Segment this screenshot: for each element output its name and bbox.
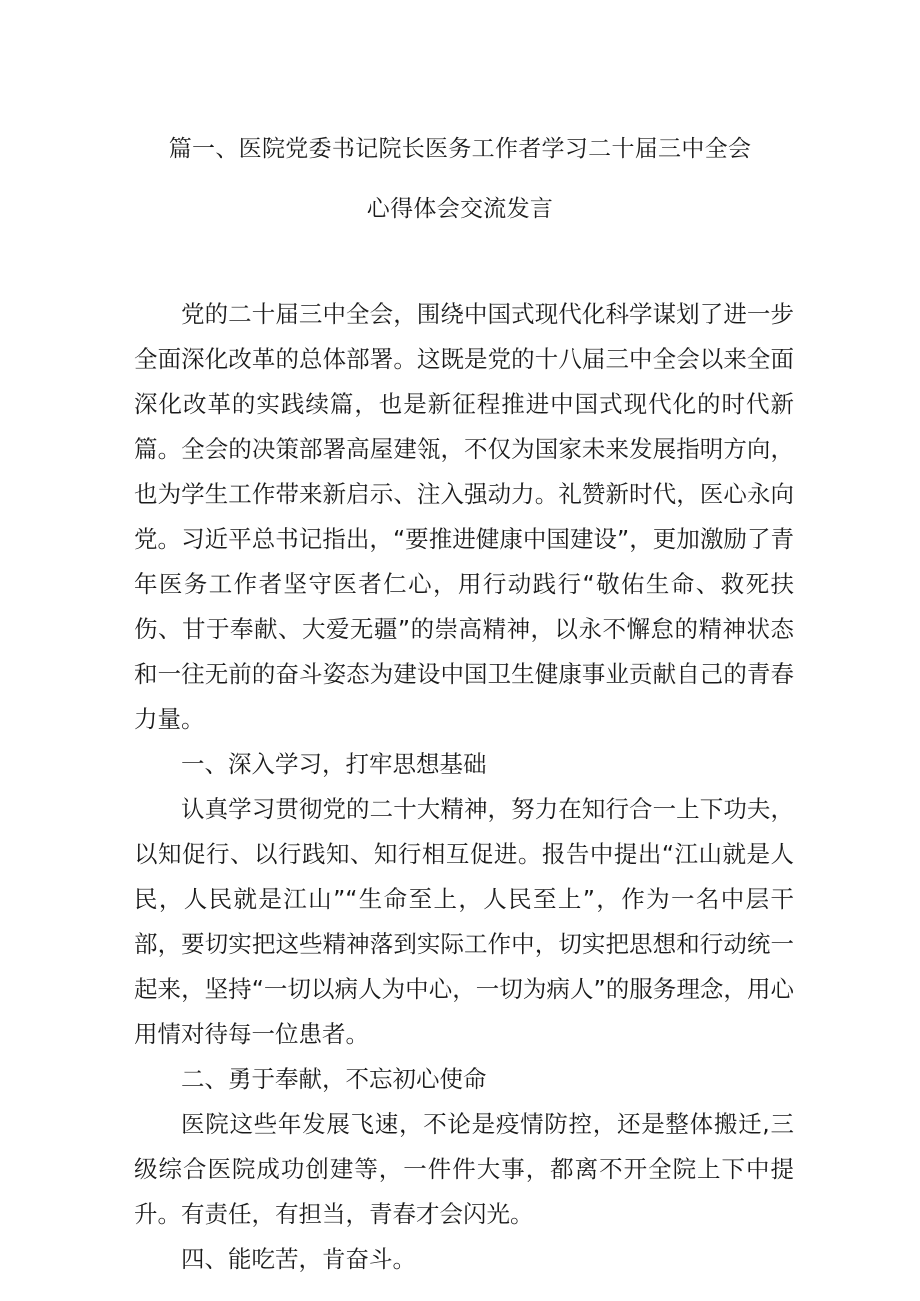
paragraph-section-2: 医院这些年发展飞速，不论是疫情防控，还是整体搬迁,三级综合医院成功创建等，一件件大事，都离不开全院上下中提升。有责任，有担当，青春才会闪光。	[134, 1110, 794, 1228]
paragraph-section-1: 认真学习贯彻党的二十大精神，努力在知行合一上下功夫，以知促行、以行践知、知行相互促进。报告中提出“江山就是人民，人民就是江山”“生命至上，人民至上”，作为一名中层干部，要切实把这些精神落到实际工作中，切实把思想和行动统一起来，坚持“一切以病人为中心，一切为病人”的服务理念，用心用情对待每一位患者。	[134, 795, 794, 1048]
document-body	[134, 292, 794, 1282]
section-heading-4: 四、能吃苦，肯奋斗。	[181, 1245, 416, 1273]
document-title-line-1: 篇一、医院党委书记院长医务工作者学习二十届三中全会	[168, 136, 752, 162]
document-title-line-2: 心得体会交流发言	[366, 196, 554, 222]
paragraph-intro: 党的二十届三中全会，围绕中国式现代化科学谋划了进一步全面深化改革的总体部署。这既是党的十八届三中全会以来全面深化改革的实践续篇，也是新征程推进中国式现代化的时代新篇。全会的决策部署高屋建瓴，不仅为国家未来发展指明方向，也为学生工作带来新启示、注入强动力。礼赞新时代，医心永向党。习近平总书记指出，“要推进健康中国建设”，更加激励了青年医务工作者坚守医者仁心，用行动践行“敬佑生命、救死扶伤、甘于奉献、大爱无疆”的崇高精神，以永不懈怠的精神状态和一往无前的奋斗姿态为建设中国卫生健康事业贡献自己的青春力量。	[134, 300, 794, 733]
section-heading-2: 二、勇于奉献，不忘初心使命	[181, 1065, 487, 1093]
section-heading-1: 一、深入学习，打牢思想基础	[181, 750, 487, 778]
